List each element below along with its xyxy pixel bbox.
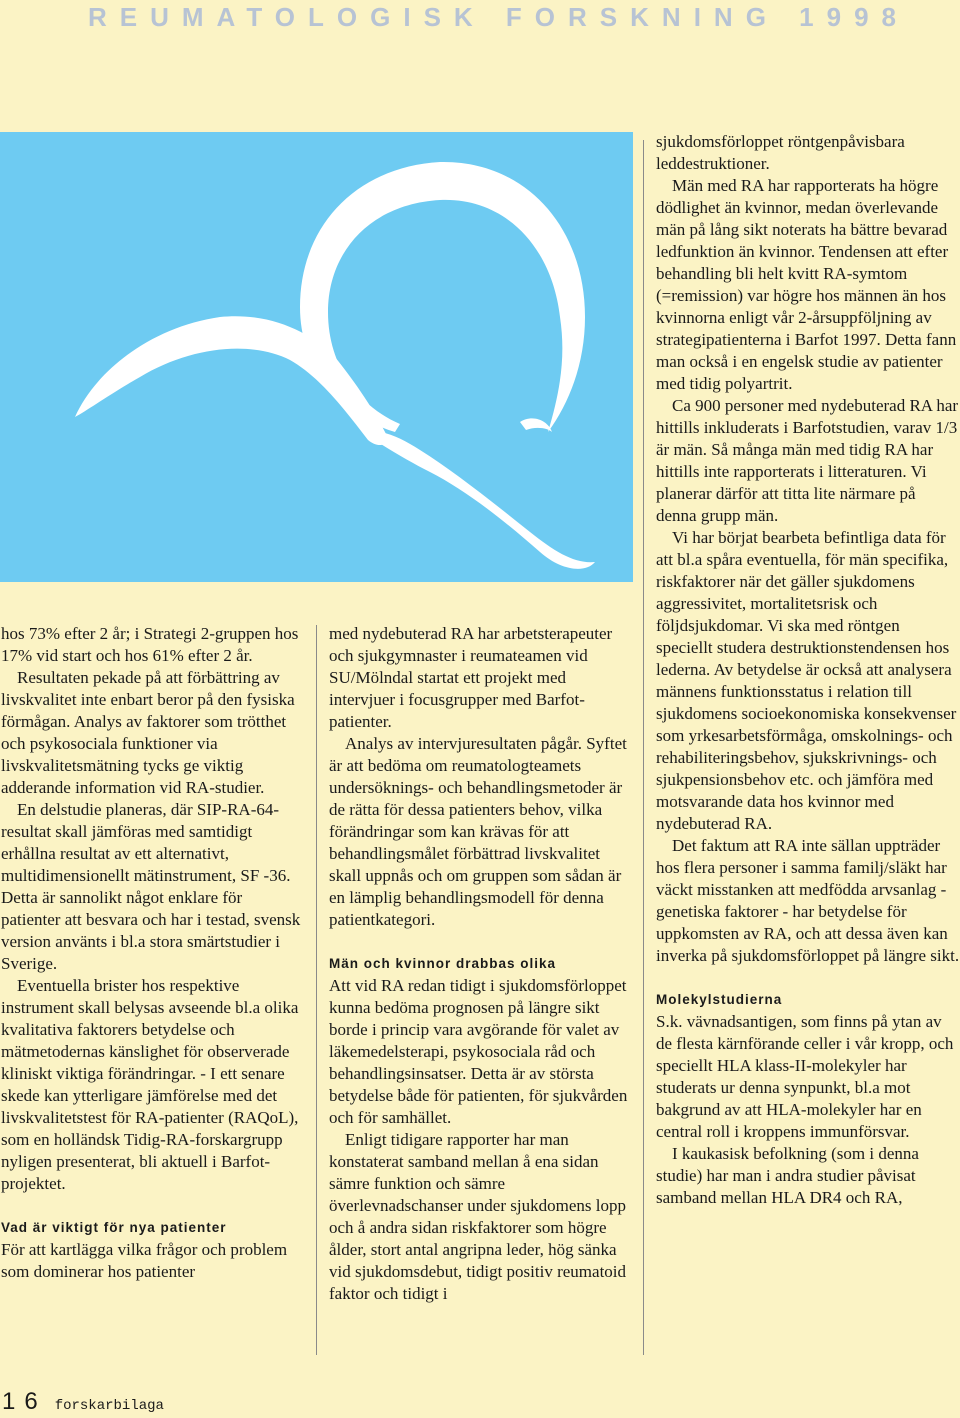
- paragraph: S.k. vävnadsantigen, som finns på ytan av de flesta kärnförande celler i vår kropp, och speciellt HLA klass-II-molekyler har studerats ur denna synpunkt, bl.a mot bakgrund av att HLA-molekyler har en central roll i kroppens immunförsvar.: [656, 1012, 954, 1141]
- footer-label: forskarbilaga: [54, 1398, 164, 1414]
- section-heading: Molekylstudierna: [656, 992, 783, 1007]
- column-rule-left: [316, 625, 317, 1355]
- section-heading: Vad är viktigt för nya patienter: [1, 1220, 227, 1235]
- section-heading: Män och kvinnor drabbas olika: [329, 956, 557, 971]
- spacer: [656, 967, 960, 989]
- spacer: [1, 1195, 301, 1217]
- paragraph: hos 73% efter 2 år; i Strategi 2-gruppen hos 17% vid start och hos 61% efter 2 år.: [1, 624, 299, 665]
- page-footer: [2, 1388, 164, 1416]
- paragraph: Att vid RA redan tidigt i sjukdomsförloppet kunna bedöma prognosen på längre sikt borde i princip vara avgörande för valet av läkemedelsterapi, psykosociala råd och behandlingsinsatser. Detta är av största betydelse både för patienten, för sjukvården och för samhället.: [329, 976, 628, 1127]
- spacer: [329, 931, 632, 953]
- paragraph: Resultaten pekade på att förbättring av livskvalitet inte enbart beror på den fysiska förmågan. Analys av faktorer som trötthet och psykosociala funktioner via livskvalitetsmätning tycks ge viktig adderande information vid RA-studier.: [1, 668, 295, 797]
- paragraph: I kaukasisk befolkning (som i denna studie) har man i andra studier påvisat samband mellan HLA DR4 och RA,: [656, 1144, 919, 1207]
- paragraph: Ca 900 personer med nydebuterad RA har hittills inkluderats i Barfotstudien, varav 1/3 är män. Så många män med tidig RA har hittills inte rapporterats i litteraturen. Vi planerar därför att titta lite närmare på denna grupp män.: [656, 396, 959, 525]
- figure-arm-shape: [75, 316, 387, 445]
- article-column-left: [1, 623, 301, 1283]
- paragraph: sjukdomsförloppet röntgenpåvisbara leddestruktioner.: [656, 132, 905, 173]
- paragraph: En delstudie planeras, där SIP-RA-64-resultat skall jämföras med samtidigt erhållna resultat av ett alternativt, multidimensionellt mätinstrument, SF -36. Detta är sannolikt något enklare för patienter att besvara och har i testad, svensk version använts i bl.a stora smärtstudier i Sverige.: [1, 800, 301, 973]
- running-header: REUMATOLOGISK FORSKNING 1998: [88, 2, 909, 32]
- article-column-middle: [329, 623, 632, 1305]
- paragraph: Vi har börjat bearbeta befintliga data för att bl.a spåra eventuella, för män specifika, riskfaktorer när det gäller sjukdomens aggressivitet, mortalitetsrisk och följdsjukdomar. Vi ska med röntgen speciellt studera destruktionstendensen hos lederna. Av betydelse är också att analysera männens funktionsstatus i relation till sjukdomens socioekonomiska konsekvenser som yrkesarbetsförmåga, omskolnings- och rehabiliteringsbehov, sjukskrivnings- och sjukpensionsbehov etc. och jämföra med motsvarande data hos kvinnor med nydebuterad RA.: [656, 528, 957, 833]
- page-number: 16: [2, 1388, 47, 1415]
- figure-drop-shape: [520, 418, 552, 432]
- paragraph: Analys av intervjuresultaten pågår. Syftet är att bedöma om reumatologteamets undersöknings- och behandlingsmetoder är de rätta för dessa patienters behov, vilka förändringar som kan krävas för att behandlingsmålet förbättrad livskvalitet skall uppnås och om gruppen som sådan är en lämplig behandlingsmodell för denna patientkategori.: [329, 734, 627, 929]
- paragraph: Det faktum att RA inte sällan uppträder hos flera personer i samma familj/släkt har väckt misstanken att medfödda arvsanlag - genetiska faktorer - har betydelse för uppkomsten av RA, och att dessa även kan inverka på sjukdomsförloppet på längre sikt.: [656, 836, 960, 965]
- article-column-right: [656, 131, 960, 1209]
- paragraph: Eventuella brister hos respektive instrument skall belysas avseende bl.a olika kvalitativa faktorers betydelse och mätmetodernas känslighet för observerade kliniskt viktiga förändringar. - I ett senare skede kan ytterligare jämförelse med det livskvalitetstest för RA-patienter (RAQoL), som en holländsk Tidig-RA-forskargrupp nyligen presenterat, bli aktuell i Barfot-projektet.: [1, 976, 299, 1193]
- paragraph: med nydebuterad RA har arbetsterapeuter och sjukgymnaster i reumateamen vid SU/Mölndal startat ett projekt med intervjuer i focusgrupper med Barfot-patienter.: [329, 624, 613, 731]
- abstract-figure-graphic: [0, 132, 633, 582]
- paragraph: För att kartlägga vilka frågor och problem som dominerar hos patienter: [1, 1240, 288, 1281]
- figure-tail-shape: [362, 431, 595, 569]
- paragraph: Män med RA har rapporterats ha högre dödlighet än kvinnor, medan överlevande män på lång sikt noterats ha bättre bevarad ledfunktion än kvinnor. Tendensen att efter behandling bli helt kvitt RA-symtom (=remission) var högre hos männen än hos kvinnorna enligt vår 2-årsuppföljning av strategipatienterna i Barfot 1997. Detta fann man också i en engelsk studie av patienter med tidig polyartrit.: [656, 176, 957, 393]
- paragraph: Enligt tidigare rapporter har man konstaterat samband mellan å ena sidan sämre funktion och sämre överlevnadschanser under sjukdomens lopp och å andra sidan riskfaktorer som högre ålder, stort antal angripna leder, hög sänka vid sjukdomsdebut, tidigt positiv reumatoid faktor och tidigt i: [329, 1130, 627, 1303]
- illustration-abstract-figure: [0, 132, 633, 582]
- column-rule-right: [643, 140, 644, 1355]
